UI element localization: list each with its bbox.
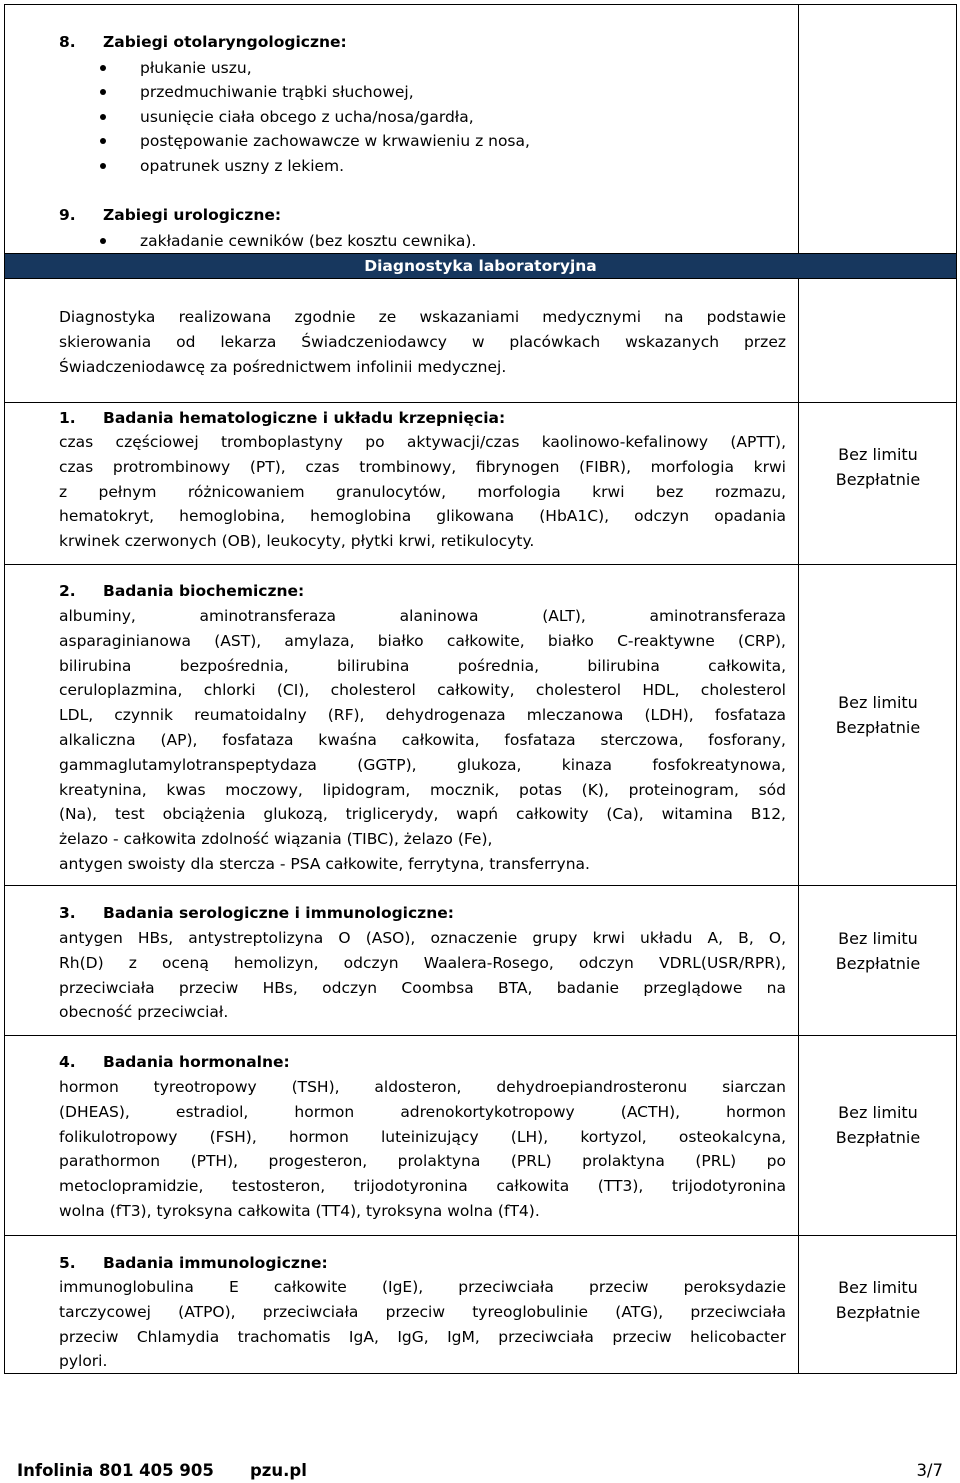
bullet-icon	[100, 114, 106, 120]
column-divider-lower	[798, 278, 799, 1374]
lab-section-5-body: immunoglobulina E całkowite (IgE), przeciwciała przeciw peroksydazie tarczycowej (ATPO), przeciwciała przeciw tyreoglobulinie (ATG), przeciwciała przeciw Chlamydia trachomatis IgA, IgG, IgM, przeciwciała przeciw helicobacter pylori.	[59, 1278, 786, 1371]
limit-cell: Bez limitu Bezpłatnie	[835, 1278, 921, 1322]
limit-cell: Bez limitu Bezpłatnie	[835, 929, 921, 973]
column-divider-upper	[798, 4, 799, 254]
bullet-icon	[100, 163, 106, 169]
list-item: płukanie uszu,	[98, 56, 788, 80]
lab-section-2-body: albuminy, aminotransferaza alaninowa (ALT), aminotransferaza asparaginianowa (AST), amylaza, białko całkowite, białko C-reaktywne (CRP), bilirubina bezpośrednia, bilirubina pośrednia, bilirubina całkowita, ceruloplazmina, chlorki (CI), cholesterol całkowity, cholesterol HDL, cholesterol LDL, czynnik reumatoidalny (RF), dehydrogenaza mleczanowa (LDH), fosfataza alkaliczna (AP), fosfataza kwaśna całkowita, fosfataza sterczowa, fosforany, gammaglutamylotranspeptydaza (GGTP), glukoza, kinaza fosfokreatynowa, kreatynina, kwas moczowy, lipidogram, mocznik, potas (K), proteinogram, sód (Na), test obciążenia glukozą, triglicerydy, wapń całkowity (Ca), witamina B12, żelazo - całkowita zdolność wiązania (TIBC), żelazo (Fe), antygen swoisty dla stercza - PSA całkowite, ferrytyna, transferryna.	[59, 607, 786, 873]
hotline-number: Infolinia 801 405 905	[17, 1461, 214, 1480]
limit-cell: Bez limitu Bezpłatnie	[835, 445, 921, 489]
list-item: opatrunek uszny z lekiem.	[98, 154, 788, 178]
table-border-right	[956, 4, 957, 1374]
list-item: przedmuchiwanie trąbki słuchowej,	[98, 80, 788, 104]
limit-cell: Bez limitu Bezpłatnie	[835, 693, 921, 737]
section-8-heading	[59, 30, 786, 55]
section-number: 8.	[59, 33, 76, 51]
table-border-top	[4, 4, 957, 5]
section-number: 9.	[59, 206, 76, 224]
row-divider	[4, 278, 957, 279]
lab-section-1-heading: 1. Badania hematologiczne i układu krzepnięcia:	[59, 409, 506, 427]
lab-section-3-body: antygen HBs, antystreptolizyna O (ASO), oznaczenie grupy krwi układu A, B, O, Rh(D) z oceną hemolizyn, odczyn Waalera-Rosego, odczyn VDRL(USR/RPR), przeciwciała przeciw HBs, odczyn Coombsa BTA, badanie przeglądowe na obecność przeciwciał.	[59, 929, 786, 1022]
list-item: usunięcie ciała obcego z ucha/nosa/gardła,	[98, 105, 788, 129]
page-footer	[17, 1460, 943, 1482]
lab-section-2-heading: 2. Badania biochemiczne:	[59, 582, 305, 600]
row-divider	[4, 885, 957, 886]
section-banner: Diagnostyka laboratoryjna	[5, 254, 956, 278]
page-number: 3/7	[916, 1461, 943, 1480]
row-divider	[4, 1235, 957, 1236]
section-9-list	[98, 229, 788, 253]
row-divider	[4, 564, 957, 565]
bullet-icon	[100, 65, 106, 71]
section-title: Zabiegi otolaryngologiczne:	[103, 33, 347, 51]
website-link[interactable]: pzu.pl	[250, 1461, 307, 1480]
lab-section-1-body: czas częściowej tromboplastyny po aktywacji/czas kaolinowo-kefalinowy (APTT), czas protrombinowy (PT), czas trombinowy, fibrynogen (FIBR), morfologia krwi z pełnym różnicowaniem granulocytów, morfologia krwi bez rozmazu, hematokryt, hemoglobina, hemoglobina glikowana (HbA1C), odczyn opadania krwinek czerwonych (OB), leukocyty, płytki krwi, retikulocyty.	[59, 433, 786, 551]
row-divider	[4, 1035, 957, 1036]
bullet-icon	[100, 138, 106, 144]
row-divider	[4, 402, 957, 403]
section-title: Zabiegi urologiczne:	[103, 206, 282, 224]
limit-cell: Bez limitu Bezpłatnie	[835, 1103, 921, 1147]
list-item: zakładanie cewników (bez kosztu cewnika).	[98, 229, 788, 253]
lab-section-4-heading: 4. Badania hormonalne:	[59, 1053, 290, 1071]
bullet-icon	[100, 238, 106, 244]
list-item: postępowanie zachowawcze w krwawieniu z nosa,	[98, 129, 788, 153]
intro-paragraph: Diagnostyka realizowana zgodnie ze wskazaniami medycznymi na podstawie skierowania od lekarza Świadczeniodawcy w placówkach wskazanych przez Świadczeniodawcę za pośrednictwem infolinii medycznej.	[59, 308, 786, 376]
bullet-icon	[100, 89, 106, 95]
table-border-left	[4, 4, 5, 1374]
section-8-list	[98, 56, 788, 178]
lab-section-3-heading: 3. Badania serologiczne i immunologiczne:	[59, 904, 454, 922]
section-9-heading	[59, 203, 786, 228]
lab-section-4-body: hormon tyreotropowy (TSH), aldosteron, dehydroepiandrosteronu siarczan (DHEAS), estradiol, hormon adrenokortykotropowy (ACTH), hormon folikulotropowy (FSH), hormon luteinizujący (LH), kortyzol, osteokalcyna, parathormon (PTH), progesteron, prolaktyna (PRL) prolaktyna (PRL) po metoclopramidzie, testosteron, trijodotyronina całkowita (TT3), trijodotyronina wolna (fT3), tyroksyna całkowita (TT4), tyroksyna wolna (fT4).	[59, 1078, 786, 1220]
lab-section-5-heading: 5. Badania immunologiczne:	[59, 1254, 328, 1272]
